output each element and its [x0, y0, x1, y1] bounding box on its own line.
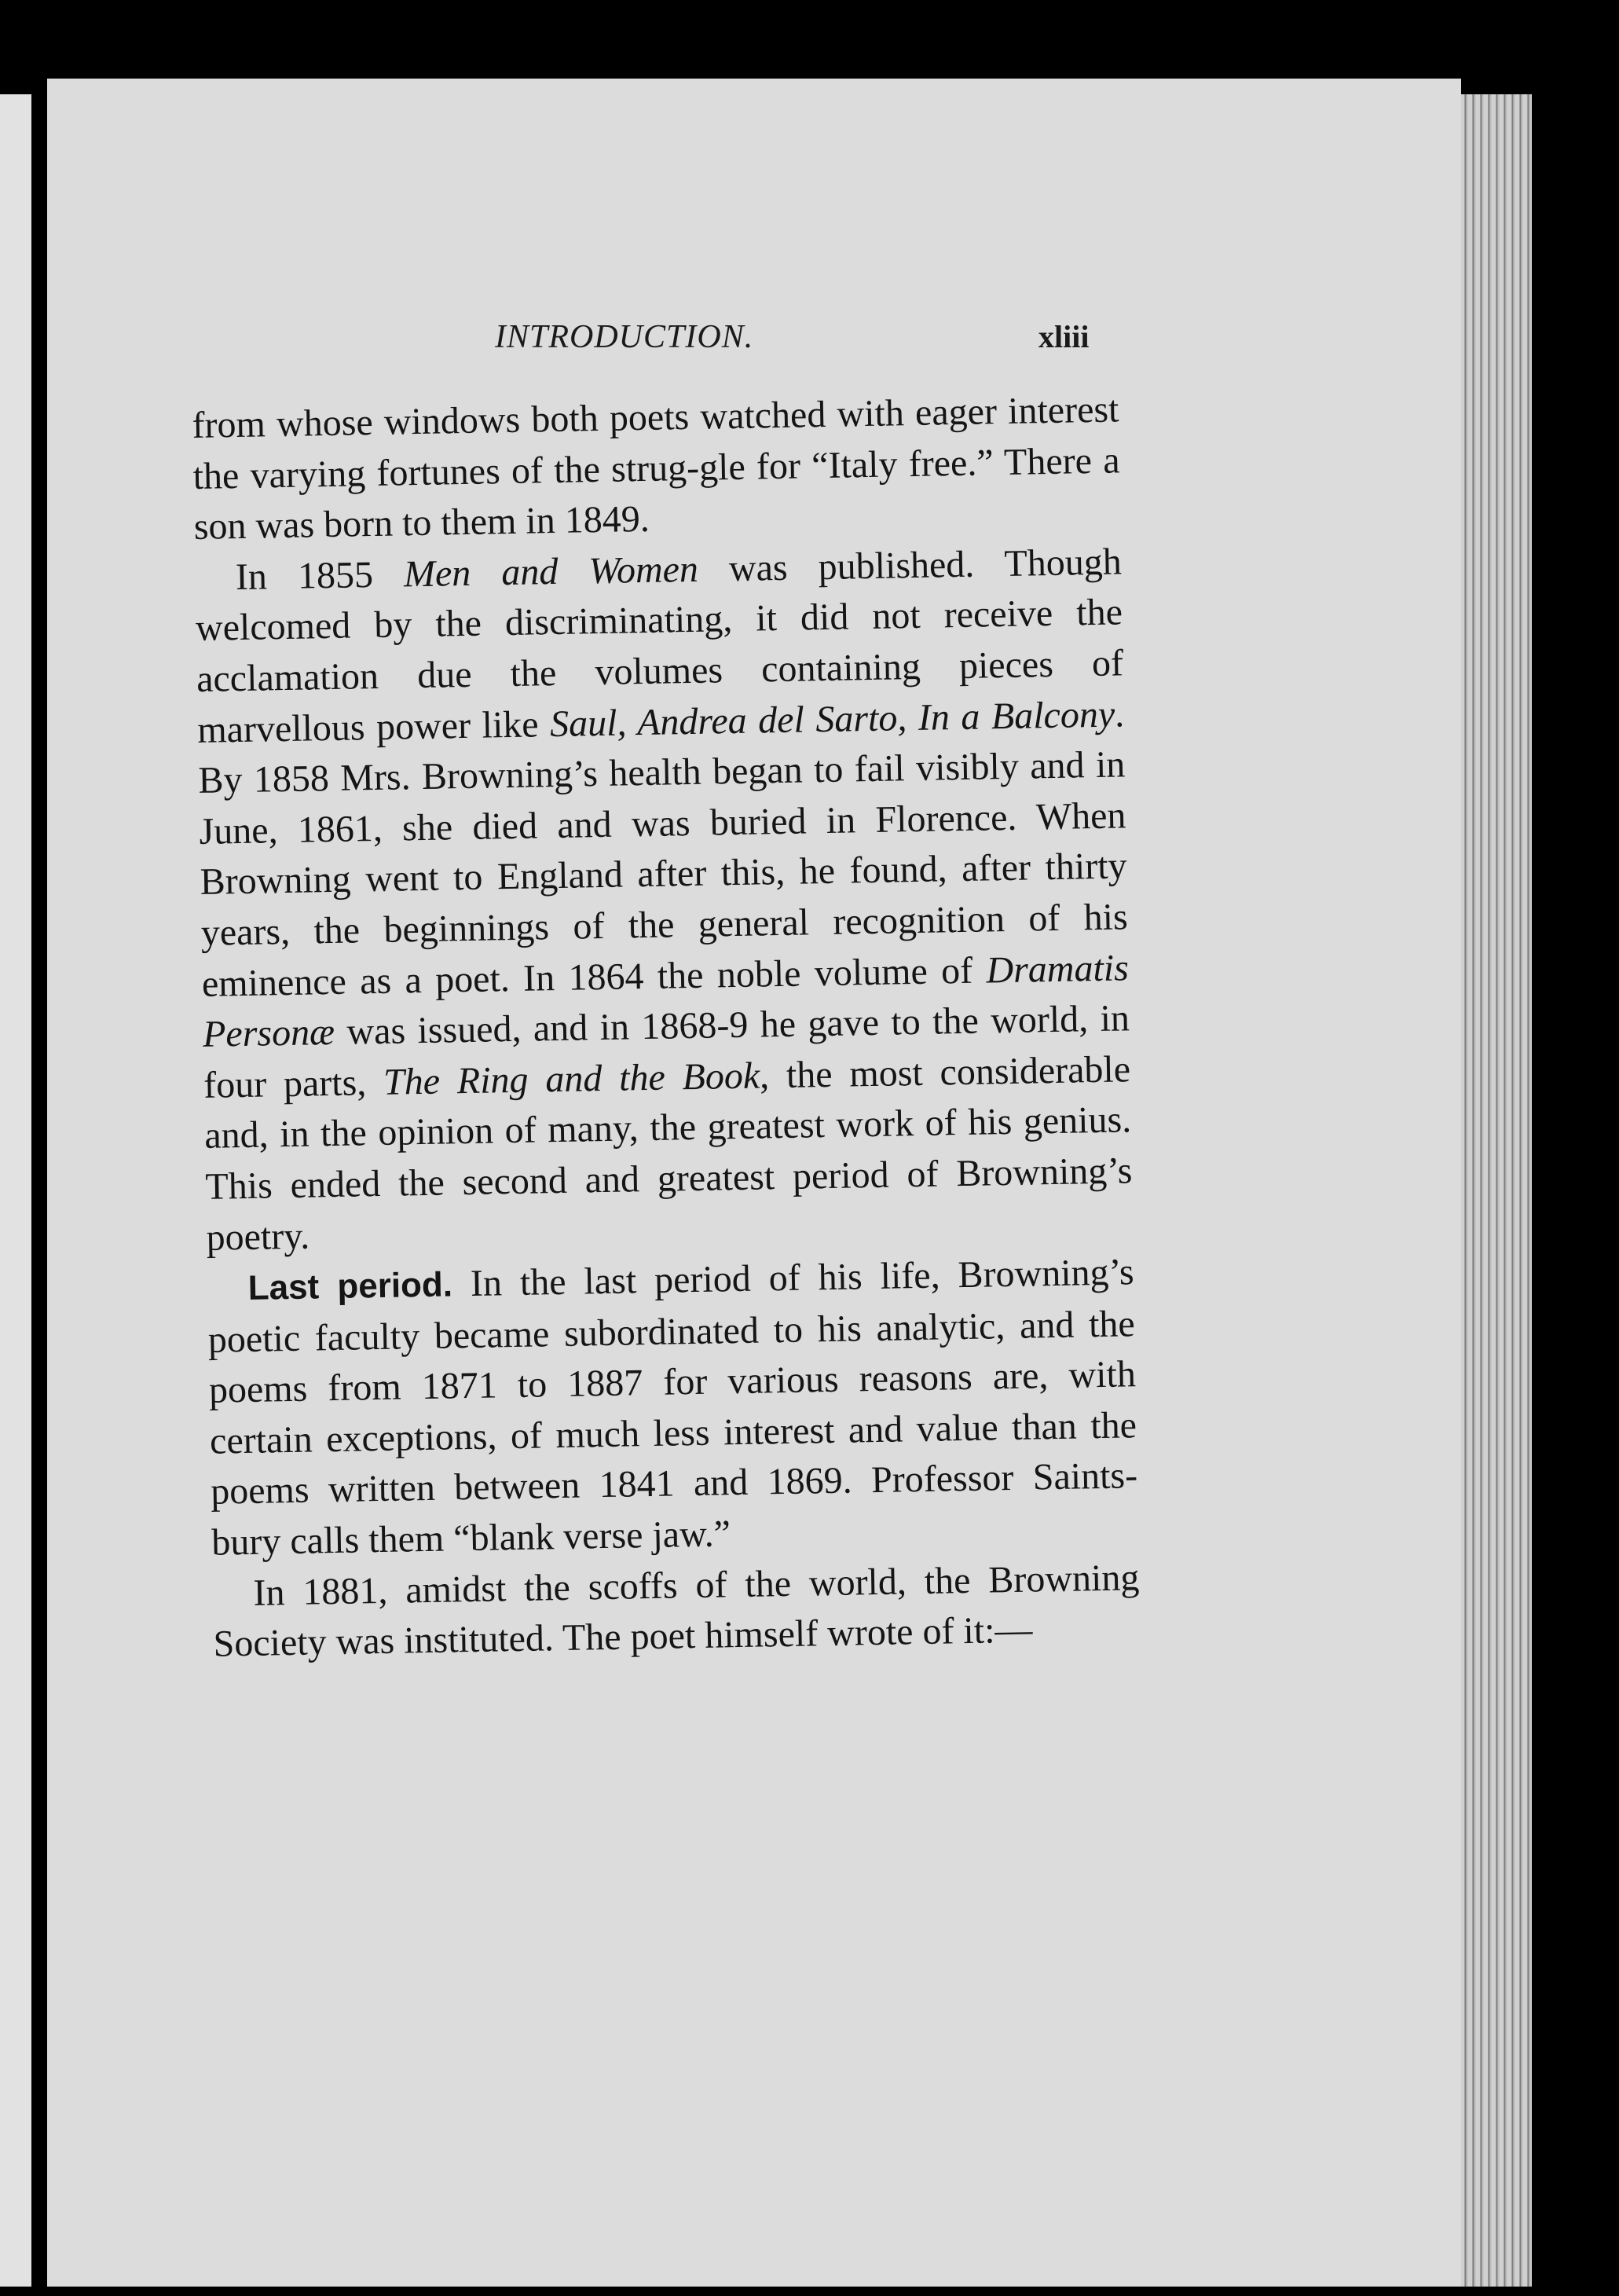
title-ring-and-the-book: The Ring and the Book [383, 1054, 760, 1103]
paragraph-3 [207, 1247, 1139, 1568]
paragraph-2-text-1: In 1855 [235, 553, 405, 598]
paragraph-2-text-3: . By 1858 Mrs. Browning’s health began to fail visibly and in June, 1861, she died and was buried in Florence. When Browning went to England after this, he found, after thirty years, the beginnings of the general recognition of his eminence as a poet. In 1864 the noble volume of [197, 692, 1129, 1005]
page-number: xliii [1038, 319, 1090, 354]
title-saul-andrea-balcony: Saul, Andrea del Sarto, In a Balcony [549, 693, 1115, 745]
paragraph-4: In 1881, amidst the scoffs of the world, the Browning Society was instituted. The poet himself wrote of it:— [213, 1556, 1140, 1666]
paragraph-1: from whose windows both poets watched with eager interest the varying fortunes of the strug-gle for “Italy free.” There a son was born to them in 1849. [192, 388, 1120, 548]
paragraph-2-text-2: was published. Though welcomed by the discriminating, it did not receive the acclamation due the volumes containing pieces of marvellous power like [195, 541, 1124, 751]
paragraph-2 [194, 537, 1134, 1264]
title-dramatis-personae: Dramatis Personæ [202, 946, 1130, 1055]
facing-page-edge [0, 94, 31, 2287]
paragraph-2-text-4: was issued, and in 1868-9 he gave to the world, in four parts, [203, 997, 1130, 1106]
title-men-and-women: Men and Women [403, 548, 699, 596]
sidehead-last-period: Last period. [247, 1265, 453, 1308]
page-edges [1461, 94, 1532, 2287]
paragraph-3-text: In the last period of his life, Browning’s poetic faculty became subordinated to his analytic, and the poems from 1871 to 1887 for various reasons are, with certain exceptions, of much less interest and value than the poems written between 1841 and 1869. Professor Saints-bury calls them “blank verse jaw.” [207, 1251, 1138, 1564]
running-head: INTRODUCTION. [495, 319, 754, 355]
body-text [192, 384, 1141, 1670]
paragraph-2-text-5: , the most considerable and, in the opinion of many, the greatest work of his genius. This ended the second and greatest period of Browning’s poetry. [203, 1047, 1133, 1259]
